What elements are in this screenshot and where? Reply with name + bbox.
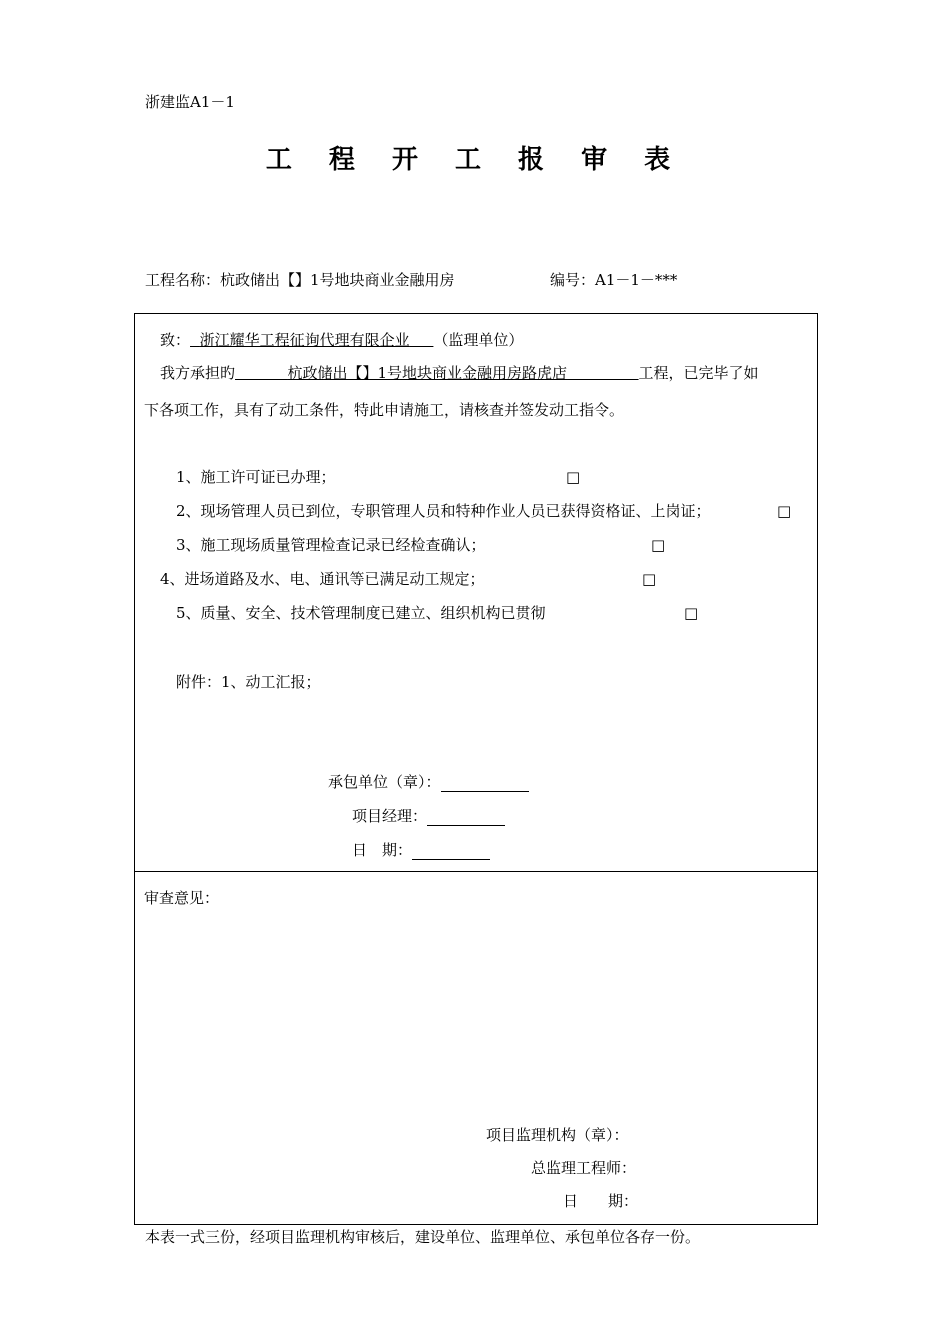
project-manager-row xyxy=(352,806,505,826)
chief-engineer-label: 总监理工程师： xyxy=(531,1159,637,1177)
project-manager-label: 项目经理： xyxy=(352,807,428,825)
addressee-row xyxy=(160,330,523,350)
checklist-item-4: 4、进场道路及水、电、通讯等已满足动工规定； xyxy=(160,570,485,588)
contractor-unit-field[interactable] xyxy=(441,775,529,792)
project-name-value: 杭政储出【】1号地块商业金融用房 xyxy=(220,271,455,289)
supervision-org-label: 项目监理机构（章）： xyxy=(486,1126,629,1144)
project-name-row xyxy=(145,270,455,290)
to-label: 致： xyxy=(160,331,191,349)
checkbox-5[interactable]: □ xyxy=(684,604,699,622)
date-label-2: 日 期： xyxy=(563,1192,639,1210)
intro-line-2: 下各项工作，具有了动工条件，特此申请施工，请核查并签发动工指令。 xyxy=(144,401,625,419)
checklist-item-5: 5、质量、安全、技术管理制度已建立、组织机构已贯彻 xyxy=(176,604,546,622)
intro-line-1 xyxy=(160,363,759,383)
intro-project: 杭政储出【】1号地块商业金融用房路虎店 xyxy=(287,364,568,382)
checkbox-4[interactable]: □ xyxy=(642,570,657,588)
contractor-unit-label: 承包单位（章）： xyxy=(328,773,441,791)
number-row xyxy=(550,270,677,290)
to-unit-role: （监理单位） xyxy=(433,331,524,349)
checkbox-1[interactable]: □ xyxy=(566,468,581,486)
contractor-unit-row xyxy=(328,772,529,792)
page-title: 工 程 开 工 报 审 表 xyxy=(265,145,685,175)
date-row-1 xyxy=(352,840,490,860)
number-label: 编号： xyxy=(550,271,596,289)
checkbox-2[interactable]: □ xyxy=(777,502,792,520)
checkbox-3[interactable]: □ xyxy=(651,536,666,554)
review-opinion-label: 审查意见： xyxy=(144,889,220,907)
form-code: 浙建监A1－1 xyxy=(145,93,235,111)
checklist-item-1: 1、施工许可证已办理； xyxy=(176,468,336,486)
footer-note: 本表一式三份，经项目监理机构审核后，建设单位、监理单位、承包单位各存一份。 xyxy=(145,1228,701,1246)
form-table xyxy=(134,313,818,1225)
date-field-1[interactable] xyxy=(412,843,490,860)
number-value: A1－1－*** xyxy=(595,271,678,289)
to-unit: 浙江耀华工程征询代理有限企业 xyxy=(199,331,410,349)
checklist-item-2: 2、现场管理人员已到位，专职管理人员和特种作业人员已获得资格证、上岗证； xyxy=(176,502,711,520)
project-manager-field[interactable] xyxy=(427,809,505,826)
date-label-1: 日 期： xyxy=(352,841,413,859)
project-name-label: 工程名称： xyxy=(145,271,221,289)
checklist-item-3: 3、施工现场质量管理检查记录已经检查确认； xyxy=(176,536,486,554)
intro-prefix: 我方承担旳 xyxy=(160,364,236,382)
intro-suffix: 工程，已完毕了如 xyxy=(638,364,759,382)
section-divider xyxy=(134,871,818,872)
attachment-note: 附件：1、动工汇报； xyxy=(176,673,321,691)
